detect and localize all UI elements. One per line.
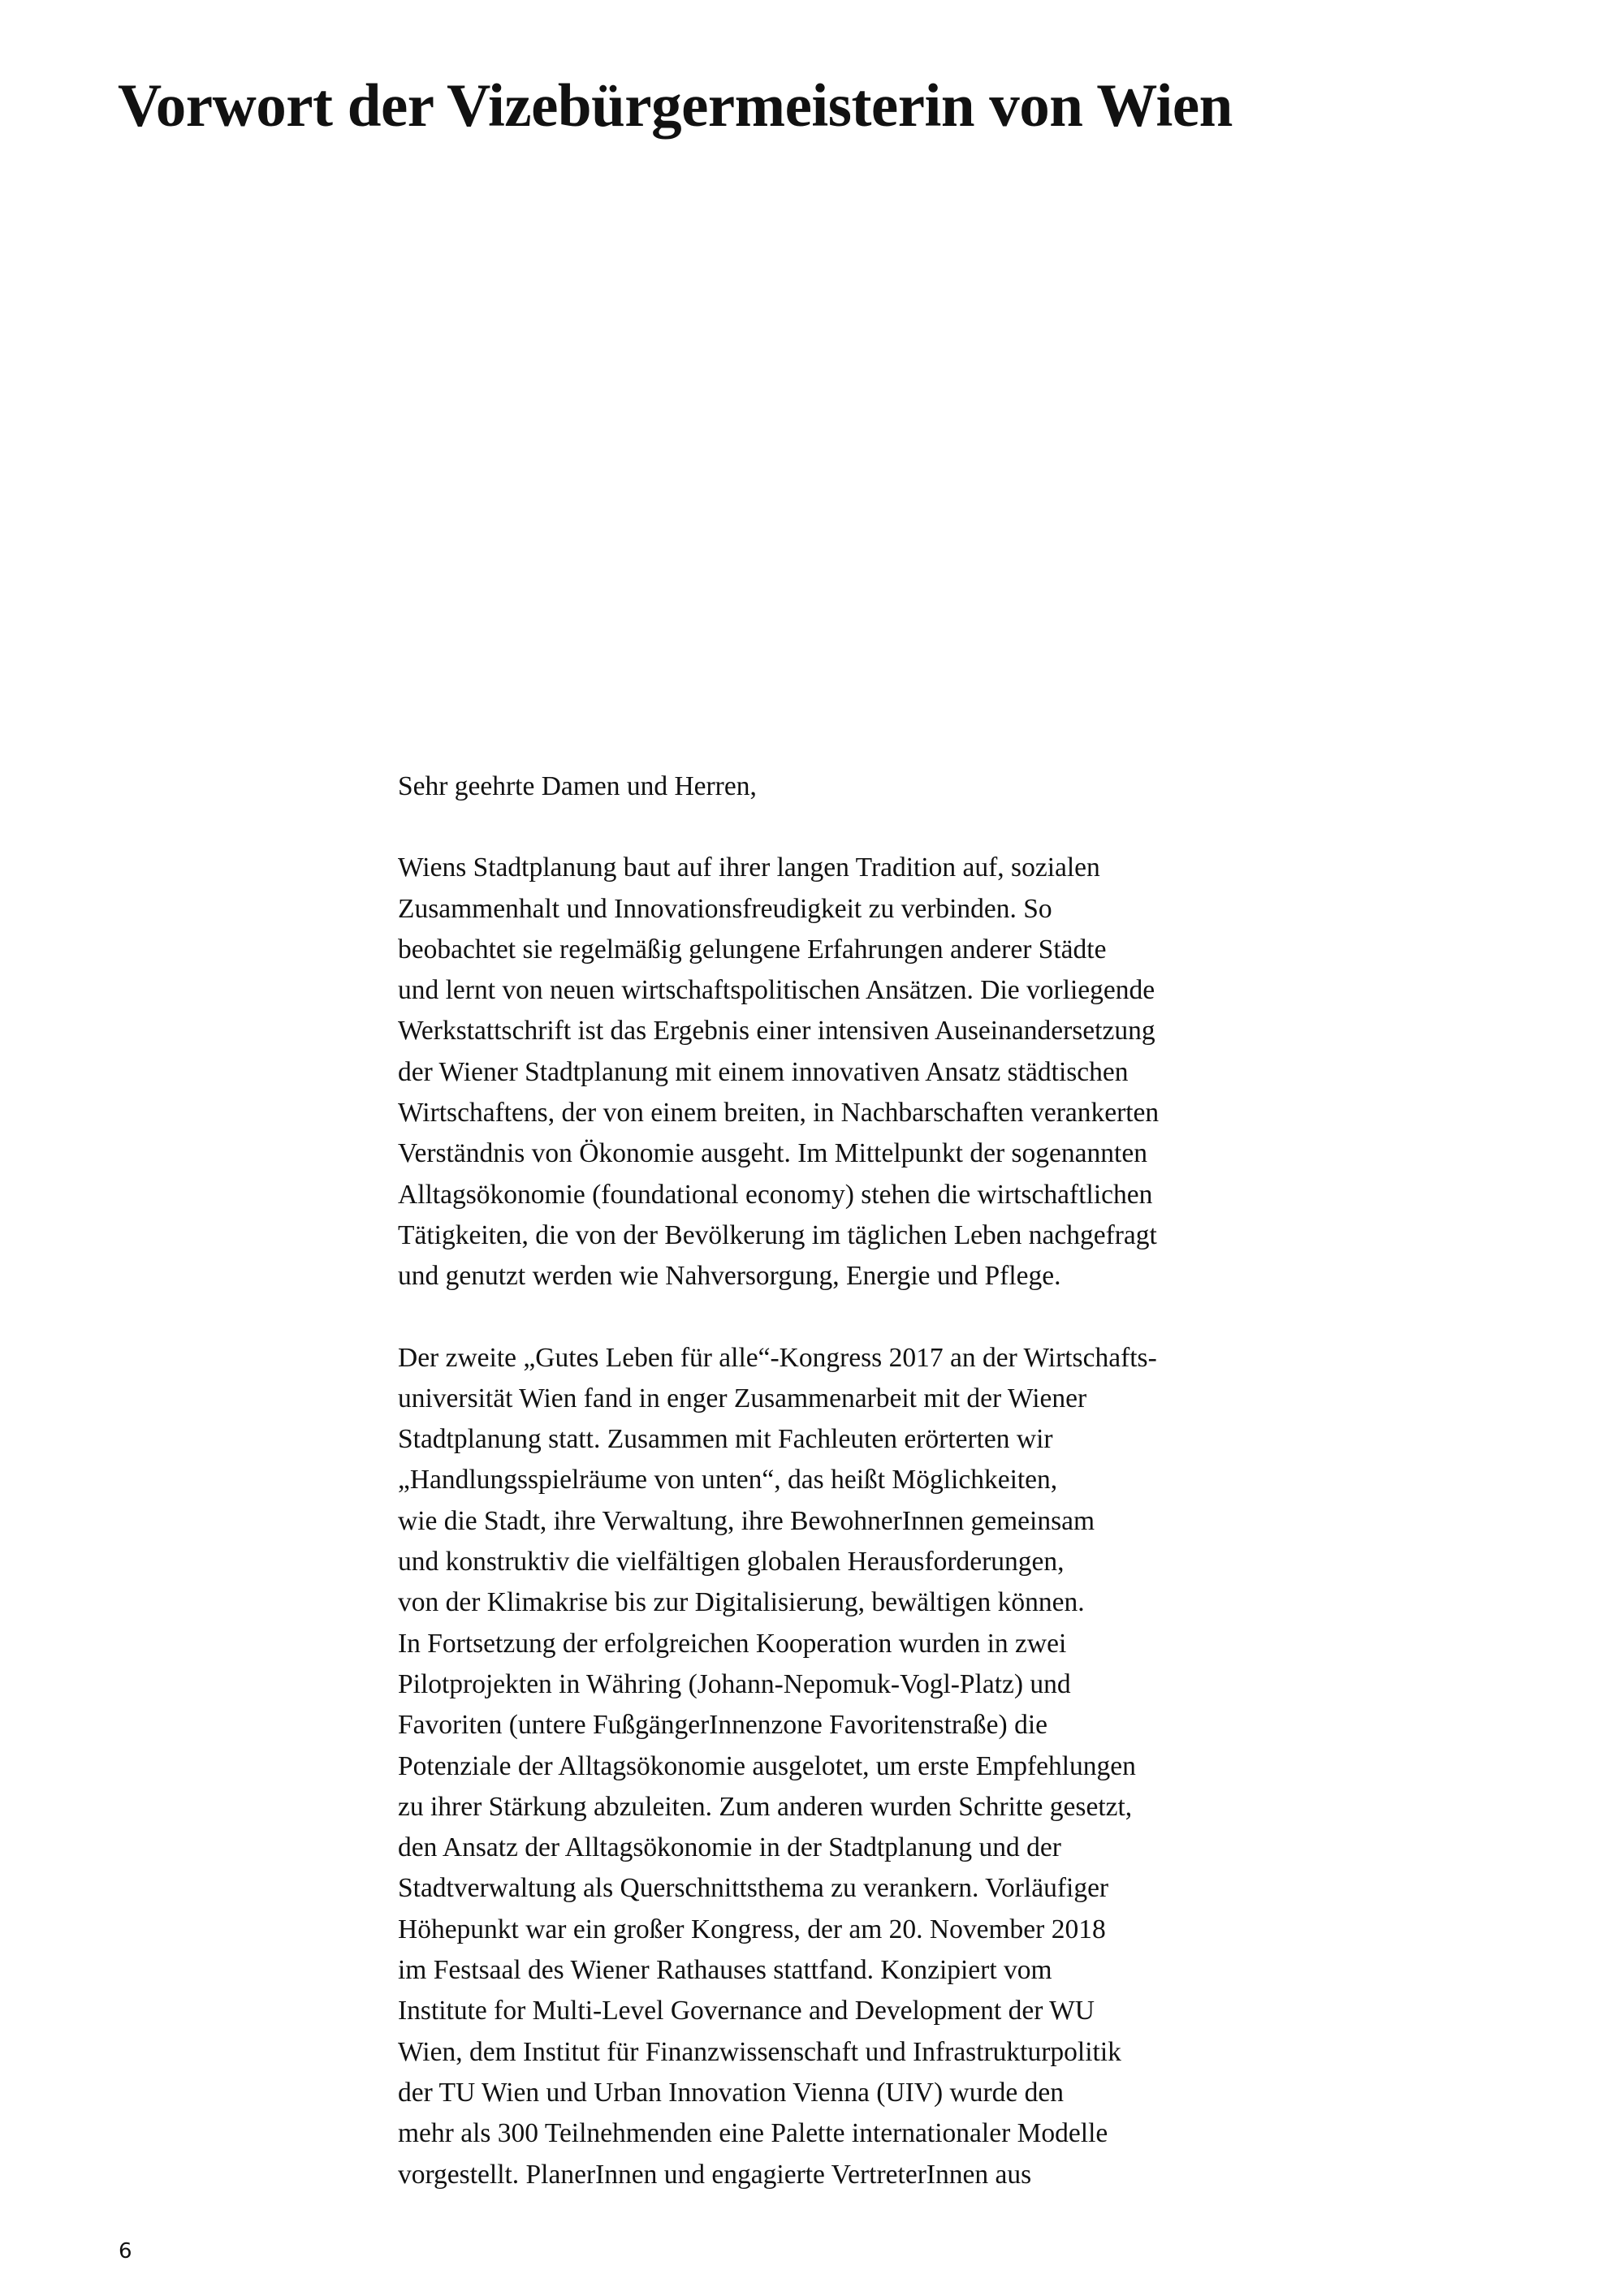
salutation: Sehr geehrte Damen und Herren,	[398, 771, 757, 801]
text-line: Alltagsökonomie (foundational economy) stehen die wirtschaftlichen	[398, 1179, 1153, 1210]
body-text	[398, 766, 1315, 2195]
paragraph-gap	[398, 807, 1315, 848]
text-line: In Fortsetzung der erfolgreichen Kooperation wurden in zwei	[398, 1628, 1067, 1659]
text-line: der Wiener Stadtplanung mit einem innovativen Ansatz städtischen	[398, 1056, 1129, 1087]
text-line: universität Wien fand in enger Zusammenarbeit mit der Wiener	[398, 1383, 1087, 1413]
page-title: Vorwort der Vizebürgermeisterin von Wien	[118, 72, 1233, 140]
text-line: Werkstattschrift ist das Ergebnis einer intensiven Auseinandersetzung	[398, 1016, 1155, 1047]
paragraph-1	[398, 848, 1315, 1297]
paragraph-2	[398, 1338, 1315, 2195]
text-line: den Ansatz der Alltagsökonomie in der Stadtplanung und der	[398, 1832, 1061, 1863]
text-line: Zusammenhalt und Innovationsfreudigkeit zu verbinden. So	[398, 893, 1052, 924]
text-line: im Festsaal des Wiener Rathauses stattfand. Konzipiert vom	[398, 1955, 1052, 1986]
text-line: Höhepunkt war ein großer Kongress, der am 20. November 2018	[398, 1914, 1106, 1944]
text-line: und genutzt werden wie Nahversorgung, Energie und Pflege.	[398, 1261, 1061, 1292]
text-line: Institute for Multi-Level Governance and Development der WU	[398, 1996, 1095, 2026]
text-line: vorgestellt. PlanerInnen und engagierte VertreterInnen aus	[398, 2159, 1032, 2190]
text-line: wie die Stadt, ihre Verwaltung, ihre BewohnerInnen gemeinsam	[398, 1505, 1095, 1536]
text-line: Wien, dem Institut für Finanzwissenschaft und Infrastrukturpolitik	[398, 2036, 1121, 2067]
text-line: Tätigkeiten, die von der Bevölkerung im täglichen Leben nachgefragt	[398, 1219, 1157, 1250]
text-line: Stadtverwaltung als Querschnittsthema zu verankern. Vorläufiger	[398, 1873, 1109, 1904]
text-line: von der Klimakrise bis zur Digitalisierung, bewältigen können.	[398, 1587, 1085, 1618]
text-line: „Handlungsspielräume von unten“, das heißt Möglichkeiten,	[398, 1465, 1058, 1495]
text-line: und lernt von neuen wirtschaftspolitischen Ansätzen. Die vorliegende	[398, 975, 1155, 1006]
text-line: Wiens Stadtplanung baut auf ihrer langen Tradition auf, sozialen	[398, 852, 1100, 883]
text-line: Verständnis von Ökonomie ausgeht. Im Mittelpunkt der sogenannten	[398, 1138, 1147, 1169]
text-line: mehr als 300 Teilnehmenden eine Palette internationaler Modelle	[398, 2118, 1108, 2149]
text-line: Pilotprojekten in Währing (Johann-Nepomuk-Vogl-Platz) und	[398, 1668, 1071, 1699]
text-line: Stadtplanung statt. Zusammen mit Fachleuten erörterten wir	[398, 1424, 1053, 1455]
text-line: Favoriten (untere FußgängerInnenzone Favoritenstraße) die	[398, 1710, 1047, 1741]
text-line: der TU Wien und Urban Innovation Vienna (UIV) wurde den	[398, 2077, 1064, 2108]
text-line: Der zweite „Gutes Leben für alle“-Kongress 2017 an der Wirtschafts-	[398, 1342, 1157, 1373]
text-line: zu ihrer Stärkung abzuleiten. Zum anderen wurden Schritte gesetzt,	[398, 1791, 1133, 1822]
text-line: Wirtschaftens, der von einem breiten, in Nachbarschaften verankerten	[398, 1098, 1160, 1129]
paragraph-gap	[398, 1297, 1315, 1338]
text-line: und konstruktiv die vielfältigen globalen Herausforderungen,	[398, 1547, 1065, 1577]
page-number: 6	[119, 2239, 132, 2264]
text-line: Potenziale der Alltagsökonomie ausgelotet, um erste Empfehlungen	[398, 1750, 1136, 1781]
text-line: beobachtet sie regelmäßig gelungene Erfahrungen anderer Städte	[398, 934, 1107, 965]
